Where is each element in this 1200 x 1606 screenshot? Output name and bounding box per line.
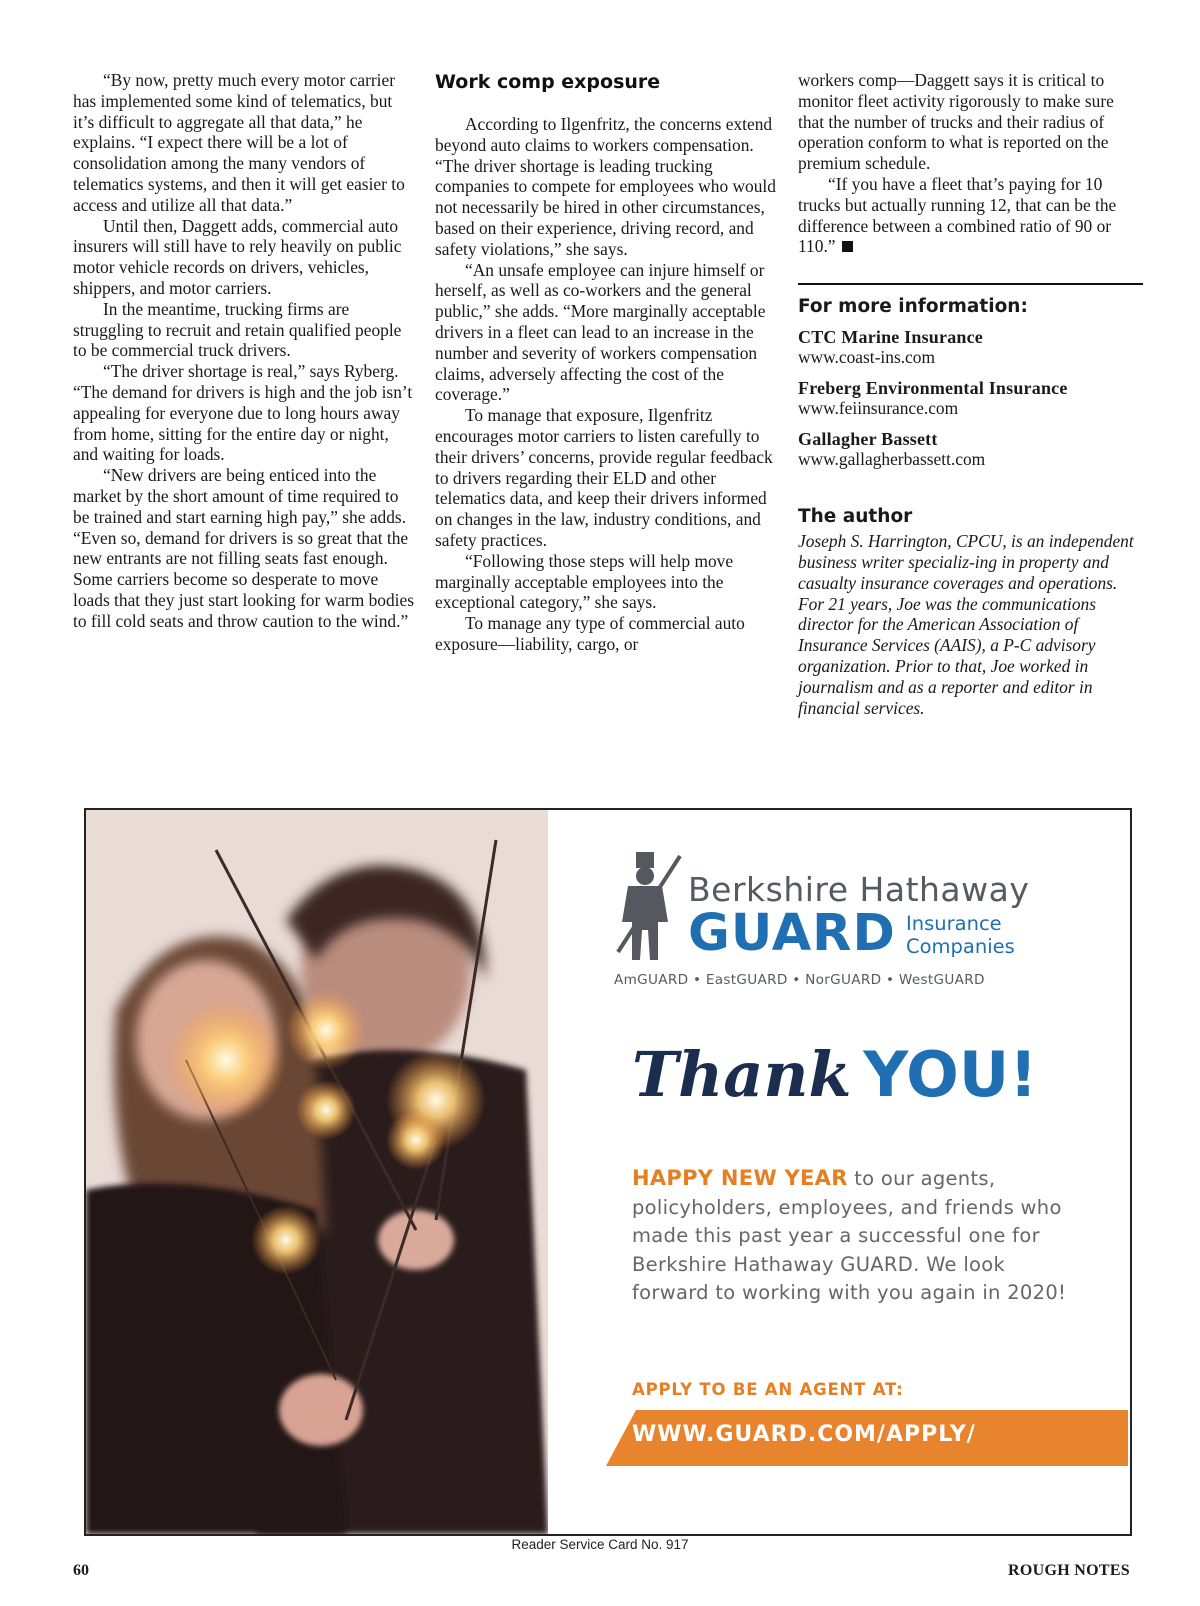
paragraph: workers comp—Daggett says it is critical to monitor fleet activity rigorously to make sure that the number of trucks and their radius of operation conform to what is reported on the premium schedule. (798, 70, 1114, 174)
end-mark-icon (842, 241, 853, 252)
paragraph: Until then, Daggett adds, commercial auto insurers will still have to rely heavily on public motor vehicle records on drivers, vehicles, shippers, and motor carriers. (73, 215, 402, 298)
apply-label: APPLY TO BE AN AGENT AT: (632, 1380, 904, 1399)
brand-companies: Companies (906, 935, 1015, 958)
happy-new-year: HAPPY NEW YEAR (632, 1166, 848, 1190)
resource-link[interactable]: www.feiinsurance.com (798, 398, 959, 419)
paragraph: In the meantime, trucking firms are struggling to recruit and retain qualified people to be commercial truck drivers. (73, 298, 402, 361)
magazine-name: ROUGH NOTES (1008, 1562, 1130, 1579)
paragraph: “An unsafe employee can injure himself or herself, as well as co-workers and the general public,” she adds. “More marginally acceptable drivers in a fleet can lead to an increase in the number and severity of workers compensation claims, adversely affecting the cost of the coverage.” (435, 259, 766, 405)
thank-word: Thank (632, 1038, 852, 1111)
brand-name: Berkshire Hathaway (688, 870, 1030, 909)
brand-guard: GUARD (688, 904, 896, 963)
paragraph: To manage any type of commercial auto exposure—liability, cargo, or (435, 613, 745, 654)
reader-service-card: Reader Service Card No. 917 (511, 1537, 689, 1552)
resource-name: CTC Marine Insurance (798, 327, 983, 348)
article-column-3 (798, 70, 1143, 718)
paragraph: “Following those steps will help move marginally acceptable employees into the exceptional category,” she says. (435, 550, 734, 613)
section-heading: Work comp exposure (435, 71, 661, 93)
author-heading: The author (798, 506, 913, 528)
paragraph-text: “If you have a fleet that’s paying for 10 trucks but actually running 12, that can be the difference between a combined ratio of 90 or 110.” (798, 173, 1117, 257)
paragraph: “By now, pretty much every motor carrier has implemented some kind of telematics, but it’s difficult to aggregate all that data,” he explains. “I expect there will be a lot of consolidation among the many vendors of telematics systems, and then it will get easier to access and utilize all that data.” (73, 70, 405, 215)
paragraph: “New drivers are being enticed into the market by the short amount of time required to be trained and start earning high pay,” she adds. “Even so, demand for drivers is so great that the new entrants are not filling seats fast enough. Some carriers become so desperate to move loads that they just start looking for warm bodies to fill cold seats and throw caution to the wind.” (73, 465, 414, 631)
you-word: YOU! (863, 1038, 1038, 1111)
resource-name: Gallagher Bassett (798, 429, 938, 450)
article-column-2 (435, 70, 777, 655)
brand-insurance: Insurance (906, 912, 1002, 935)
resource-list (798, 327, 1143, 469)
paragraph (798, 174, 1143, 257)
paragraph: According to Ilgenfritz, the concerns extend beyond auto claims to workers compensation. “The driver shortage is leading trucking companies to compete for employees who would not necessarily be hired in other circumstances, based on their experience, driving record, and safety violations,” she says. (435, 114, 776, 259)
photo-illustration (86, 810, 548, 1534)
apply-link[interactable]: WWW.GUARD.COM/APPLY/ (632, 1422, 976, 1447)
resource-name: Freberg Environmental Insurance (798, 378, 1068, 399)
subsidiaries: AmGUARD • EastGUARD • NorGUARD • WestGUARD (614, 972, 985, 988)
sidebar-divider (798, 283, 1143, 285)
brand-logo (614, 852, 1074, 1002)
resource-link[interactable]: www.gallagherbassett.com (798, 449, 986, 470)
resource-link[interactable]: www.coast-ins.com (798, 347, 936, 368)
ad-message (632, 1164, 1072, 1308)
message-text: to our agents, policyholders, employees, and friends who made this past year a successful one for Berkshire Hathaway GUARD. We look forward to working with you again in 2020! (632, 1167, 1067, 1304)
author-bio: Joseph S. Harrington, CPCU, is an independent business writer specializ-ing in property and casualty insurance coverages and operations. For 21 years, Joe was the communications director for the American Association of Insurance Services (AAIS), a P-C advisory organization. Prior to that, Joe worked in journalism and as a reporter and editor in financial services. (798, 531, 1134, 718)
paragraph: To manage that exposure, Ilgenfritz encourages motor carriers to listen carefully to their drivers’ concerns, provide regular feedback to drivers regarding their ELD and other telematics data, and keep their drivers informed on changes in the law, industry conditions, and safety practices. (435, 405, 773, 550)
brand-insurance-companies (906, 912, 1015, 958)
sparklers-photo (86, 810, 548, 1534)
article-column-1 (73, 70, 415, 632)
paragraph: “The driver shortage is real,” says Ryberg. “The demand for drivers is high and the job isn’t appealing for everyone due to long hours away from home, sitting for the entire day or night, and waiting for loads. (73, 361, 413, 465)
soldier-icon (614, 852, 684, 962)
page-number: 60 (73, 1562, 89, 1579)
advertisement[interactable] (84, 808, 1132, 1536)
sidebar-heading: For more information: (798, 296, 1028, 318)
thank-you-headline (632, 1038, 1037, 1111)
